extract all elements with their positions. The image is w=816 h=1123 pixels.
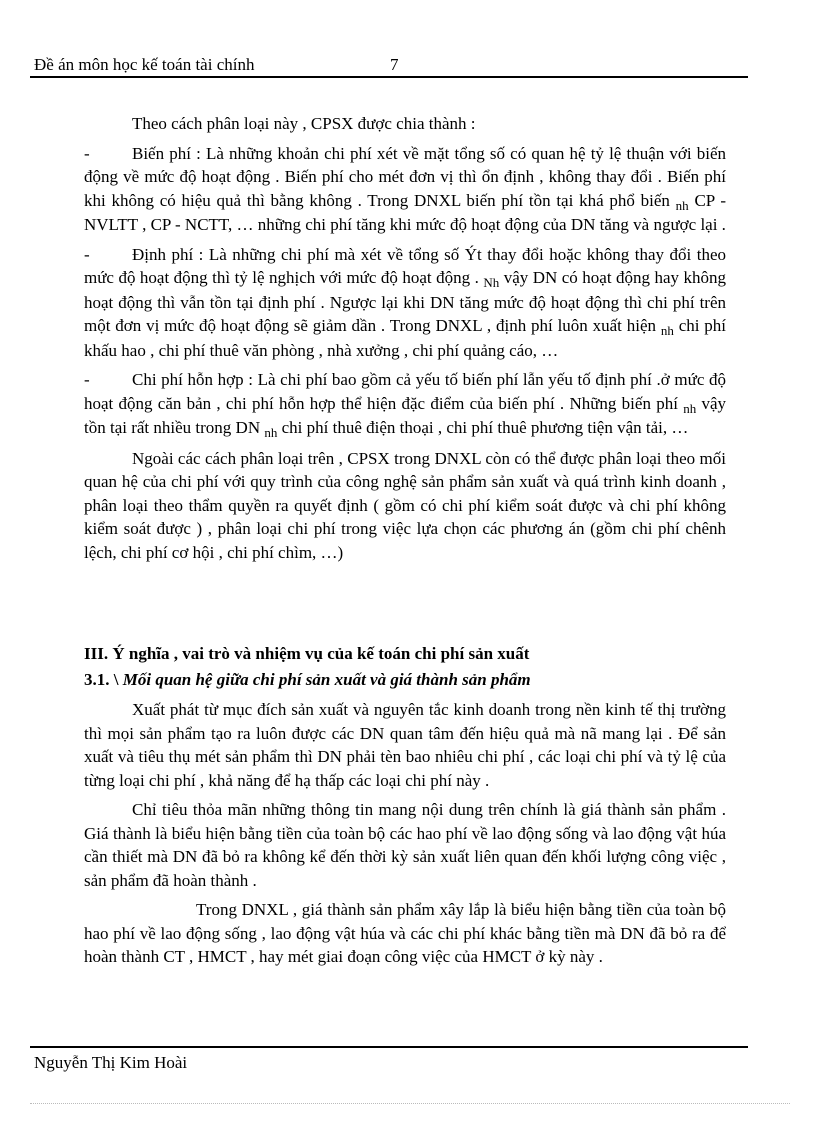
bottom-dotted-line bbox=[30, 1103, 790, 1104]
bullet-dash: - bbox=[84, 143, 90, 163]
header-title: Đề án môn học kế toán tài chính bbox=[34, 55, 255, 74]
paragraph-purpose: Xuất phát từ mục đích sản xuất và nguyên tắc kinh doanh trong nền kinh tế thị trường thì mọi sản phẩm tạo ra luôn được các DN quan tâm đến hiệu quả mà nã mang lại . Để sản xuất và tiêu thụ mét sản phẩm thì DN phải tèn bao nhiêu chi phí , các loại chi phí và tỷ lệ của từng loại chi phí , khả năng để hạ thấp các loại chi phí này . bbox=[84, 700, 726, 790]
text-run: Chi phí hỗn hợp : Là chi phí bao gồm cả yếu tố biến phí lẫn yếu tố định phí .ở mức độ hoạt động căn bản , chi phí hỗn hợp thể hiện đặc điểm của biến phí . Những biến phí bbox=[84, 370, 726, 413]
nh-mark: nh bbox=[683, 400, 697, 416]
text-run: Biến phí : Là những khoản chi phí xét về mặt tổng số có quan hệ tỷ lệ thuận với biến động về mức độ hoạt động . Biến phí cho mét đơn vị thì ổn định , không thay đổi . Biến phí khi không có hiệu quả thì bằng không . Trong DNXL biến phí tồn tại khá phổ biến bbox=[84, 143, 726, 210]
footer-rule bbox=[30, 1046, 748, 1048]
bullet-variable-cost bbox=[84, 142, 726, 237]
nh-mark: Nh bbox=[483, 275, 500, 290]
page-number: 7 bbox=[390, 55, 399, 74]
text-run: CP - NVLTT , CP - NCTT, … những chi phí tăng khi mức độ hoạt động của DN tăng và ngược lại . bbox=[84, 190, 727, 234]
bullet-fixed-cost bbox=[84, 243, 726, 363]
text-run: vậy DN có hoạt động hay không hoạt động thì vẫn tồn tại định phí . Ngược lại khi DN tăng mức độ hoạt động thì chi phí trên một đơn vị mức độ hoạt động sẽ giảm dần . Trong DNXL , định phí luôn xuất hiện bbox=[84, 268, 727, 335]
bullet-mixed-cost bbox=[84, 368, 726, 441]
section-body bbox=[84, 698, 726, 975]
subsection-title: Mối quan hệ giữa chi phí sản xuất và giá thành sản phẩm bbox=[122, 670, 531, 689]
text-run: chi phí khấu hao , chi phí thuê văn phòng , nhà xưởng , chi phí quảng cáo, … bbox=[84, 316, 727, 360]
header-rule bbox=[30, 76, 748, 78]
subsection-heading bbox=[84, 670, 744, 690]
other-classification-paragraph: Ngoài các cách phân loại trên , CPSX trong DNXL còn có thể được phân loại theo mối quan hệ của chi phí với quy trình của công nghệ sản phẩm sản xuất và quá trình kinh doanh , phân loại theo thẩm quyền ra quyết định ( gồm có chi phí kiểm soát được và chi phí không kiểm soát được ) , phân loại chi phí trong việc lựa chọn các phương án (gồm chi phí chênh lệch, chi phí cơ hội , chi phí chìm, …) bbox=[84, 448, 726, 562]
footer-author: Nguyễn Thị Kim Hoài bbox=[34, 1053, 188, 1072]
bullet-dash: - bbox=[84, 244, 90, 264]
page-header bbox=[34, 54, 746, 76]
intro-paragraph: Theo cách phân loại này , CPSX được chia thành : bbox=[132, 114, 476, 133]
page-footer bbox=[34, 1052, 746, 1074]
nh-mark: nh bbox=[264, 425, 278, 440]
nh-mark: nh bbox=[675, 197, 689, 213]
text-run: Định phí : Là những chi phí mà xét về tổng số Ýt thay đổi hoặc không thay đổi theo mức độ hoạt động thì tỷ lệ nghịch với mức độ hoạt động . bbox=[84, 244, 726, 287]
subsection-number: 3.1. \ bbox=[84, 670, 119, 689]
paragraph-construction: Trong DNXL , giá thành sản phẩm xây lắp là biểu hiện bằng tiền của toàn bộ hao phí về lao động sống , lao động vật húa và các chi phí khác bằng tiền mà DN đã bỏ ra để hoàn thành CT , HMCT , hay mét giai đoạn công việc của HMCT ở kỳ này . bbox=[84, 900, 726, 966]
nh-mark: nh bbox=[660, 323, 674, 338]
text-run: vậy tồn tại rất nhiều trong DN bbox=[84, 393, 727, 437]
section-block bbox=[84, 636, 744, 696]
bullet-dash: - bbox=[84, 370, 90, 389]
paragraph-cost-price: Chỉ tiêu thỏa mãn những thông tin mang nội dung trên chính là giá thành sản phẩm . Giá thành là biểu hiện bằng tiền của toàn bộ các hao phí về lao động sống và lao động vật húa cần thiết mà DN đã bỏ ra không kể đến thời kỳ sản xuất liên quan đến khối lượng công việc , sản phẩm đã hoàn thành . bbox=[84, 800, 726, 890]
section-heading: III. Ý nghĩa , vai trò và nhiệm vụ của kế toán chi phí sản xuất bbox=[84, 644, 530, 663]
document-body bbox=[84, 112, 726, 570]
text-run: chi phí thuê điện thoại , chi phí thuê phương tiện vận tải, … bbox=[281, 418, 689, 437]
